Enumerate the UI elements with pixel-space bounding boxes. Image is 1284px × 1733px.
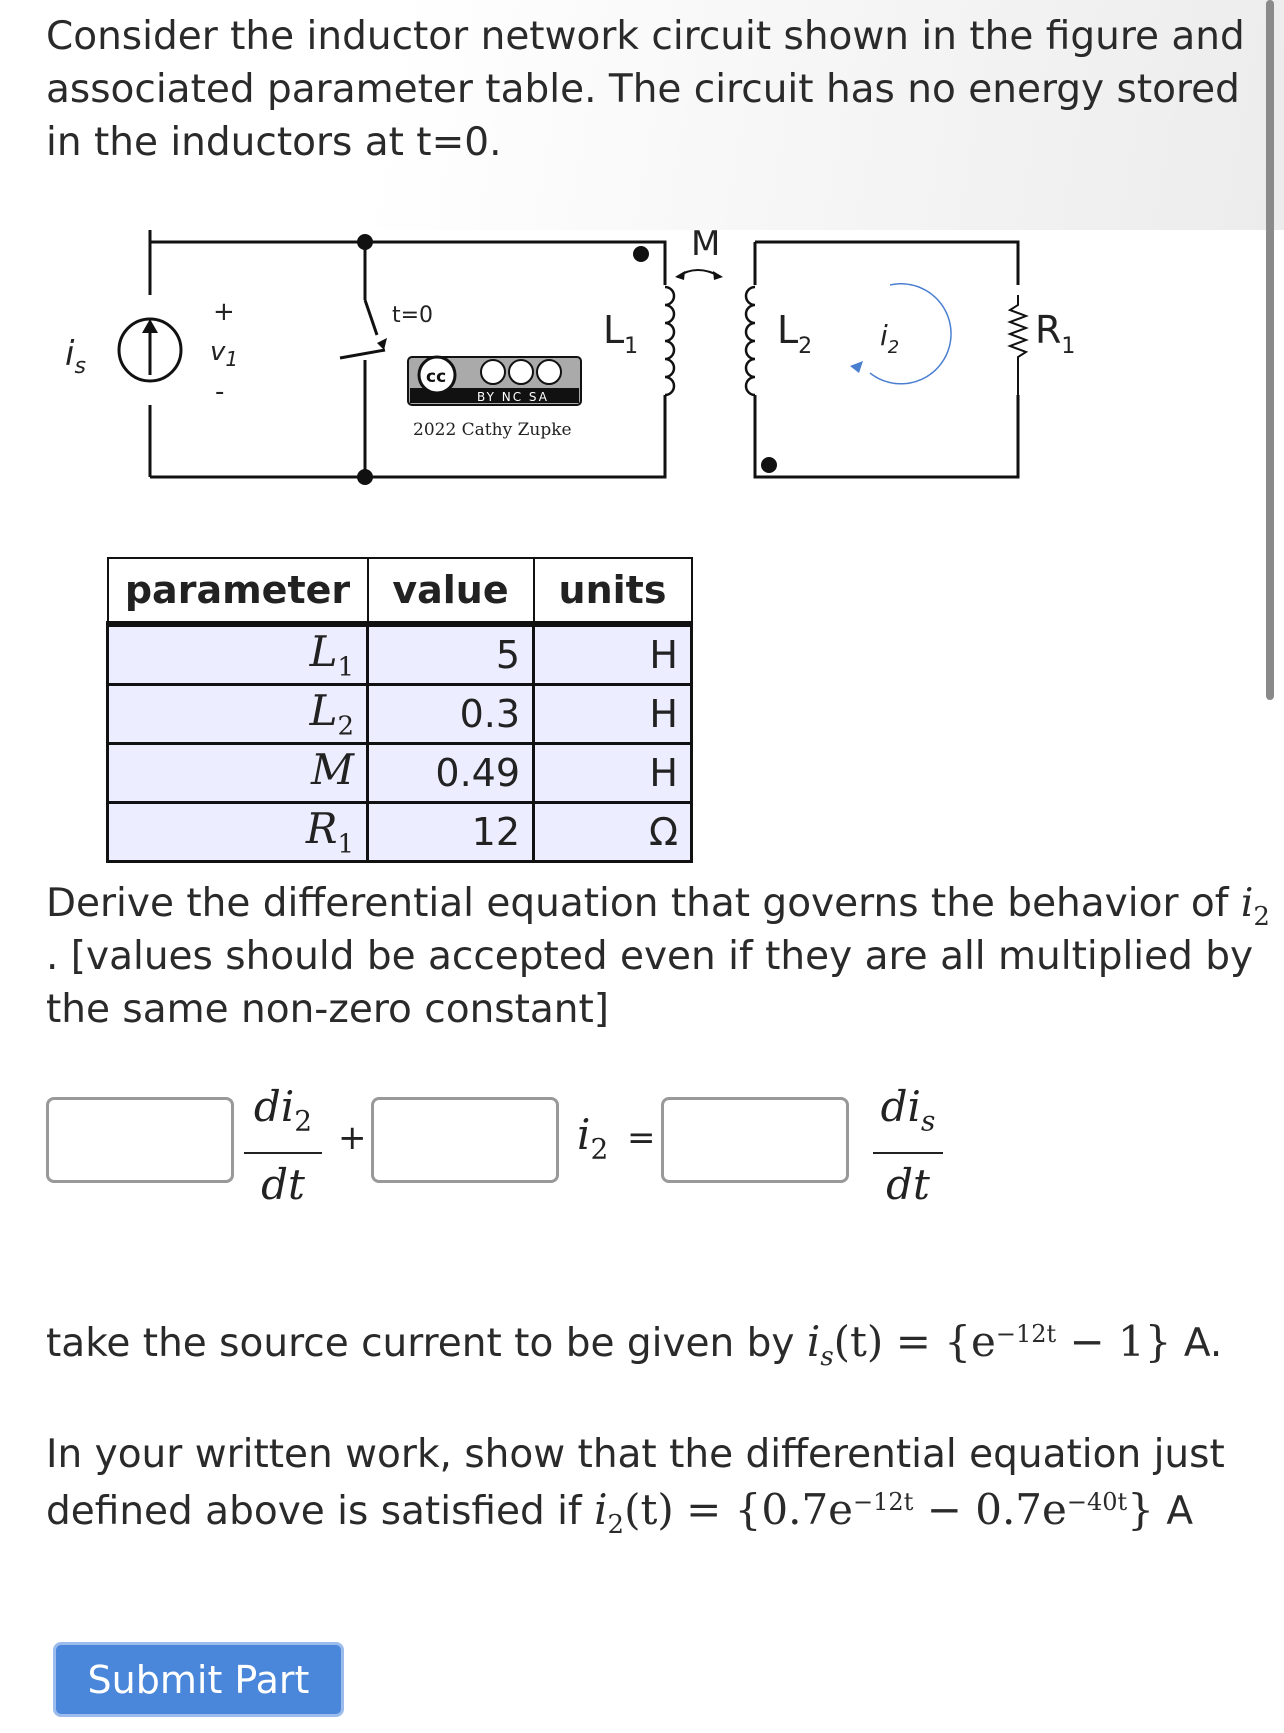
header-parameter: parameter [108,558,368,624]
circuit-diagram [55,225,1115,490]
svg-text:BY NC SA: BY NC SA [477,390,549,404]
L1-dot [633,246,649,262]
v-plus: + [213,297,235,327]
node-bottom [357,469,373,485]
param-unit: H [534,624,692,685]
cc-license-icon [408,357,581,405]
R1-label: $R_1$ [1035,308,1076,359]
param-value: 0.3 [368,685,534,744]
coefficient-input-3[interactable] [661,1097,849,1183]
submit-part-button[interactable]: Submit Part [53,1642,344,1717]
scrollbar[interactable] [1266,0,1274,700]
param-symbol: $L_2$ [108,685,368,744]
equals-sign: = [627,1118,656,1158]
i2-label: $i_2$ [880,319,900,358]
switch-label: t=0 [392,303,434,328]
param-unit: H [534,744,692,803]
coefficient-input-1[interactable] [46,1097,234,1183]
source-current-text: take the source current to be given by $i_s(t) = \{e^{-12t} - 1\}$ A. [46,1317,1223,1372]
node-top [357,234,373,250]
v1-label: $v_1$ [210,337,239,371]
table-row [108,744,692,803]
param-unit: H [534,685,692,744]
table-row [108,624,692,685]
param-value: 12 [368,803,534,862]
table-row [108,685,692,744]
param-value: 0.49 [368,744,534,803]
credit-text: 2022 Cathy Zupke [413,420,572,440]
table-row [108,803,692,862]
question-line-1: Derive the differential equation that governs the behavior of $i_2$ [46,881,1270,932]
source-label: $i_s$ [65,334,86,379]
M-label: M [691,225,721,264]
plus-sign: + [338,1118,367,1158]
dis-dt-fraction: $di_s$ dt [873,1082,943,1210]
written-line-1: In your written work, show that the differential equation just [46,1432,1225,1477]
intro-line-2: associated parameter table. The circuit has no energy stored [46,67,1240,112]
param-symbol: $L_1$ [108,624,368,685]
di2-dt-fraction: $di_2$ dt [244,1082,322,1210]
param-unit: Ω [534,803,692,862]
L2-label: $L_2$ [777,308,813,359]
header-value: value [368,558,534,624]
current-source [119,319,181,381]
i2-term: $i_2$ [577,1110,609,1166]
header-units: units [534,558,692,624]
param-symbol: M [108,744,368,803]
svg-text:cc: cc [426,367,447,387]
parameter-table [106,557,693,863]
question-line-2: . [values should be accepted even if they are all multiplied by [46,934,1254,979]
coefficient-input-2[interactable] [371,1097,559,1183]
L2-dot [761,457,777,473]
question-line-3: the same non-zero constant] [46,987,610,1032]
param-symbol: $R_1$ [108,803,368,862]
intro-line-3: in the inductors at t=0. [46,120,502,165]
L1-label: $L_1$ [603,308,639,359]
written-line-2: defined above is satisfied if $i_2(t) = \{0.7e^{-12t} - 0.7e^{-40t}\}$ A [46,1485,1194,1540]
v-minus: - [215,377,225,407]
intro-line-1: Consider the inductor network circuit shown in the figure and [46,14,1245,59]
param-value: 5 [368,624,534,685]
